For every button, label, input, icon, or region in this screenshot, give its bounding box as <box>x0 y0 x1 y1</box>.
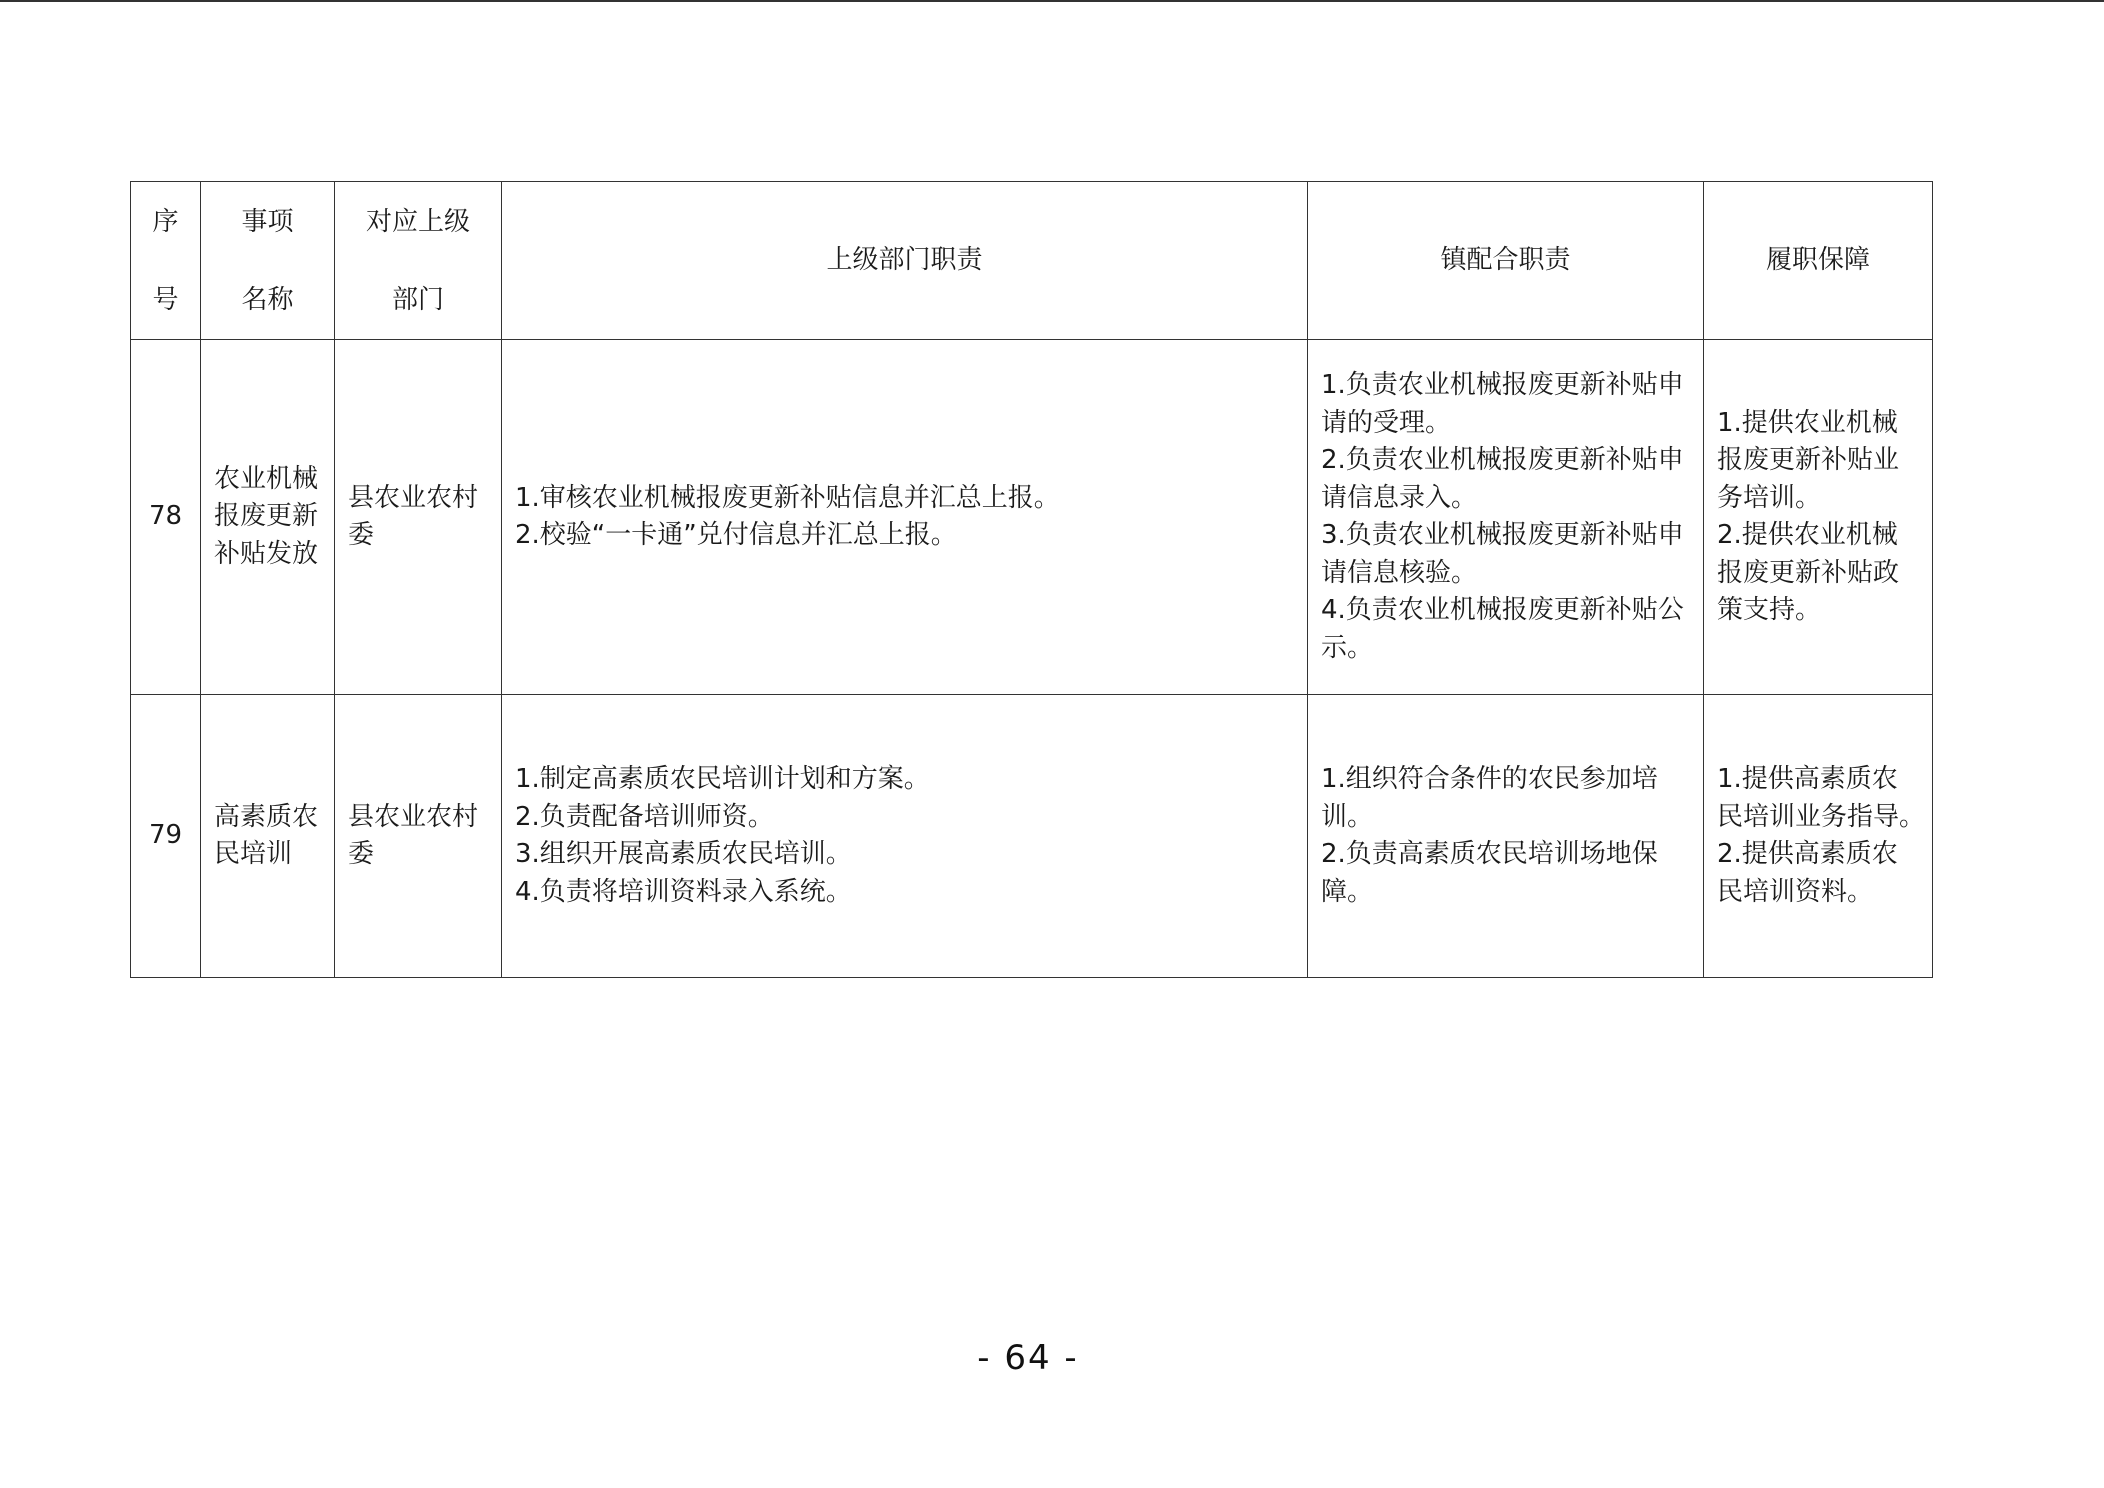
town-duty-line: 2.负责农业机械报废更新补贴申 <box>1321 445 1684 475</box>
row-guarantee <box>1704 340 1933 695</box>
upper-duty-line: 2.负责配备培训师资。 <box>515 801 774 832</box>
row-upper-duty <box>502 340 1308 695</box>
dept-line: 县农业农村 <box>348 801 479 832</box>
dept-line: 委 <box>348 839 375 869</box>
row-guarantee <box>1704 695 1933 978</box>
header-seq-line-2: 号 <box>152 284 179 315</box>
town-duty-line: 请的受理。 <box>1321 407 1452 438</box>
row-seq: 78 <box>131 340 201 695</box>
row-town-duty <box>1308 340 1704 695</box>
header-upper-duty: 上级部门职责 <box>502 182 1308 340</box>
guarantee-line: 2.提供高素质农 <box>1717 839 1898 869</box>
guarantee-line: 2.提供农业机械 <box>1717 520 1898 550</box>
guarantee-line: 1.提供高素质农 <box>1717 764 1898 794</box>
header-seq <box>131 182 201 340</box>
row-item-name <box>201 695 335 978</box>
upper-duty-line: 3.组织开展高素质农民培训。 <box>515 839 852 869</box>
page-number: - 64 - <box>977 1338 1079 1378</box>
upper-duty-line: 1.审核农业机械报废更新补贴信息并汇总上报。 <box>515 482 1060 513</box>
town-duty-line: 3.负责农业机械报废更新补贴申 <box>1321 520 1684 550</box>
header-guarantee: 履职保障 <box>1704 182 1933 340</box>
row-seq: 79 <box>131 695 201 978</box>
table-row <box>131 340 1933 695</box>
guarantee-line: 务培训。 <box>1717 482 1822 513</box>
town-duty-line: 障。 <box>1321 876 1374 907</box>
item-name-line: 高素质农 <box>214 801 319 832</box>
guarantee-line: 报废更新补贴业 <box>1717 445 1900 475</box>
header-dept-line-1: 对应上级 <box>365 206 470 237</box>
upper-duty-line: 2.校验“一卡通”兑付信息并汇总上报。 <box>515 520 957 550</box>
header-dept <box>335 182 502 340</box>
header-name-line-1: 事项 <box>241 206 294 237</box>
guarantee-line: 民培训业务指导。 <box>1717 801 1926 832</box>
item-name-line: 补贴发放 <box>214 538 319 569</box>
item-name-line: 农业机械 <box>214 463 319 494</box>
town-duty-line: 请信息核验。 <box>1321 557 1478 588</box>
town-duty-line: 4.负责农业机械报废更新补贴公 <box>1321 595 1684 625</box>
table-header-row <box>131 182 1933 340</box>
header-name-line-2: 名称 <box>241 284 294 315</box>
guarantee-line: 民培训资料。 <box>1717 876 1874 907</box>
duties-table <box>130 181 1933 978</box>
upper-duty-line: 4.负责将培训资料录入系统。 <box>515 876 852 907</box>
row-upper-duty <box>502 695 1308 978</box>
upper-duty-line: 1.制定高素质农民培训计划和方案。 <box>515 764 930 794</box>
guarantee-line: 1.提供农业机械 <box>1717 407 1898 438</box>
table-row <box>131 695 1933 978</box>
guarantee-line: 报废更新补贴政 <box>1717 557 1900 588</box>
row-dept <box>335 340 502 695</box>
row-town-duty <box>1308 695 1704 978</box>
top-border-line <box>0 0 2104 2</box>
town-duty-line: 2.负责高素质农民培训场地保 <box>1321 839 1658 869</box>
row-item-name <box>201 340 335 695</box>
header-seq-line-1: 序 <box>152 206 179 237</box>
header-name <box>201 182 335 340</box>
item-name-line: 报废更新 <box>214 501 319 532</box>
town-duty-line: 1.组织符合条件的农民参加培 <box>1321 764 1658 794</box>
town-duty-line: 训。 <box>1321 801 1374 832</box>
town-duty-line: 1.负责农业机械报废更新补贴申 <box>1321 370 1684 400</box>
item-name-line: 民培训 <box>214 839 293 869</box>
header-town-duty: 镇配合职责 <box>1308 182 1704 340</box>
town-duty-line: 请信息录入。 <box>1321 482 1478 513</box>
dept-line: 县农业农村 <box>348 482 479 513</box>
header-dept-line-2: 部门 <box>391 284 444 315</box>
town-duty-line: 示。 <box>1321 632 1374 663</box>
guarantee-line: 策支持。 <box>1717 595 1822 625</box>
dept-line: 委 <box>348 520 375 550</box>
row-dept <box>335 695 502 978</box>
